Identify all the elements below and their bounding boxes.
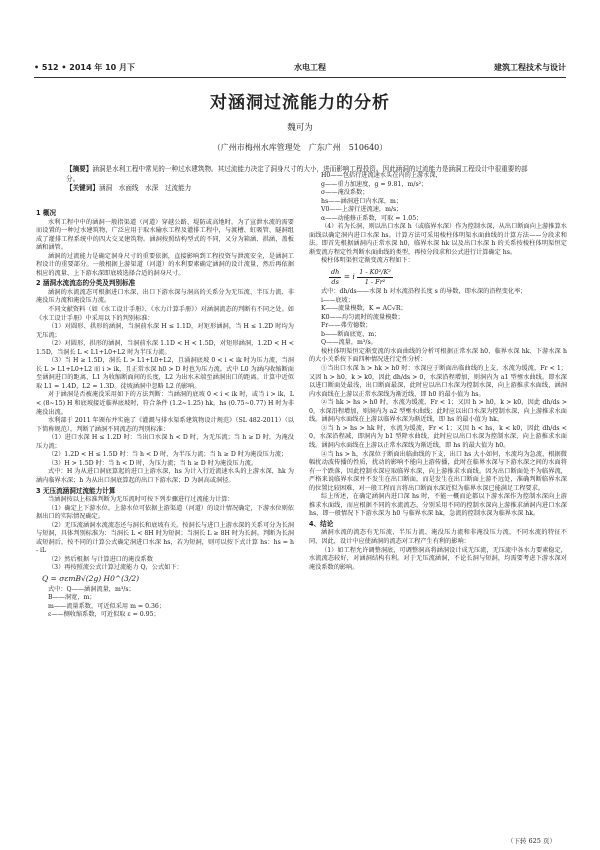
paragraph: ④当 hs > h，水深位于断面出临曲线的下支，出口 hs 大小如何，水流均为急流，根据微幅扰动波传播的性质，扰动的影响不能向上游传播，此时在临界水深与下游水深之间的水面将有一个跌落，因此控制水深应取临界水深，向上游推求水面线。因为出口断面处不为临界流，严格来说临界水深并不发生在出口断面，而是发生在出口断面上游不远处，准确判断临界水深的位置比较困难，对一般工程而言将出口断面水深近似为临界水深已能满足工程要求。 xyxy=(309,450,567,492)
paragraph: V0——上游行进流速，m/s； xyxy=(321,206,403,214)
paragraph: ε——侧收缩系数，可近似取 ε = 0.95； xyxy=(48,611,160,619)
paragraph: 棱柱体明渠恒定渐变流方程如下： xyxy=(321,257,414,265)
paragraph: 水利部于 2011 年颁布并实施了《灌溉与排水渠系建筑物设计规范》（SL 482-2011）（以下简称规范），判断了涵洞不同流态的判别标准： xyxy=(36,417,294,433)
paragraph: （4）若为长洞，则以出口水深 h（或临界水深）作为控制水深，从出口断面向上游推算水面线以确定洞内进口水深 hs。计算方法可采用棱柱体明渠水面曲线的计算方法——分段求和法。即首先根据涵洞内正常水深 h0，临界水深 hk 以及出口水深 h 的关系按棱柱体明渠恒定渐变流方程定性判断水面曲线的类型，再按分段求和公式进行计算确定 hs。 xyxy=(309,223,567,256)
derivative-denominator: ds xyxy=(331,277,339,286)
paragraph: （1）进口水深 H ≤ 1.2D 时：当出口水深 h < D 时，为无压流；当 h ≥ D 时，为淹没压力流； xyxy=(36,434,294,450)
paragraph: 当涵洞按以上标准判断为无压流时可按下列步骤进行过流能力计算： xyxy=(48,496,234,504)
discharge-formula: Q = σεmB√(2g) H0^(3/2) xyxy=(42,573,140,583)
paragraph: b——断面底宽，m； xyxy=(321,330,381,338)
paragraph: （2）无压流涵洞水流流态还与洞长和底坡有关。按洞长与进口上游水深的关系可分为长洞与短洞，具体判别标准为：当洞长 L < 8H 时为短洞；当洞长 L ≥ 8H 时为长洞。判断为长洞或短洞后，按不同的计算公式确定洞进口水深 hs，若为短洞，则可以按下式计算 hs：hs = h - iL xyxy=(36,521,294,555)
paragraph: ①当出口水深 h > hk > h0 时：水深应于断面出临曲线的上支，水流为缓流，Fr < 1；又因 h > h0，k > k0，因此 dh/ds > 0，水深沿程增加，则洞内为 a1 型壅水曲线。即水深以进口断面处最浅，出口断面最深，此时应以出口水深为控制水深，向上游推求水面线，涵洞内水面线在上游以正常水深线为渐近线，即 h0 的最小值为 hs。 xyxy=(309,365,567,398)
section-heading: 2 涵洞水流流态的分类及判别标准 xyxy=(36,279,136,288)
keywords: 涵洞 水面线 水深 过流能力 xyxy=(98,184,192,193)
paragraph: K——流量模数，K = AC√R； xyxy=(321,305,407,313)
paragraph: α——动能修正系数，可取 = 1.05； xyxy=(321,214,423,222)
section-heading: 4、结论 xyxy=(309,519,334,528)
paragraph: （3）H > 1.5D 时：当 h < D 时，为压力流；当 h ≥ D 时为淹没压力流。 xyxy=(48,459,258,467)
paragraph: ③当 h > hs > hk 时，水流为缓流，Fr < 1；又因 h < hs，k < k0，因此 dh/ds < 0，水深沿程减，即洞内为 b1 型降水曲线，此时应以出口水深为控制水深，向上游推求水面线。涵洞内水面线在上游以正常水深线为渐近线，即 hs 的最大值为 h0。 xyxy=(309,424,567,449)
paragraph: （3）再按照流公式计算过流能力 Q，公式如下： xyxy=(48,564,183,572)
page-header xyxy=(34,62,566,76)
paragraph: H0——包括行进流速水头在内的上游水深， xyxy=(321,172,442,179)
paragraph: 对于涵洞是否被淹没采用如下的方法判断：当涵洞的底坡 0 < i < ik 时，或当 i > ik，L < (8~15) H 和底坡接近临界底坡时，符合条件 (1.2~1.25) hk，hs (0.75~0.77) H 时为非淹没出流。 xyxy=(36,391,294,416)
article-title: 对涵洞过流能力的分析 xyxy=(210,93,390,113)
paragraph: （2）然后根据 与计算进口的淹没系数 xyxy=(48,555,153,563)
paragraph: K0——均匀流时的流量模数； xyxy=(321,313,404,321)
abstract-label: 【摘要】 xyxy=(66,165,93,173)
derivative-numerator: dh xyxy=(331,268,340,277)
paragraph: Fr——弗劳德数； xyxy=(321,322,372,330)
paragraph: 涵洞的过流能力是确定洞身尺寸的重要依据，直接影响到工程投资与泄流安全，是涵洞工程设计的重要部分。一般根据上游渠道（河道）的水利要素确定涵洞的设计流量，然后再依据相应的流量、上下游水深即底坡选择合适的洞身尺寸。 xyxy=(36,252,294,277)
section-heading: 1 概况 xyxy=(36,209,57,217)
affiliation: （广州市梅州水库管理处 广东广州 510640） xyxy=(212,143,388,152)
paragraph: 涵洞水流的流态有无压流、半压力流、淹没压力流和非淹没压力流，不同水流的特征不同，因此，设计中应使涵洞的流态对工程产生有利的影响： xyxy=(309,529,567,545)
paragraph: 涵洞的水流流态可根据进口水深、出口下游水深与洞高的关系分为无压流、半压力流、非淹没压力流和淹没压力流。 xyxy=(36,288,294,305)
paragraph: hs——涵洞进口内水深，m； xyxy=(321,197,403,205)
paragraph: Q——流量，m³/s。 xyxy=(321,339,377,347)
keywords-label: 【关键词】 xyxy=(66,184,99,193)
section-name: 水电工程 xyxy=(294,63,326,72)
paragraph: B——洞宽，m； xyxy=(48,594,96,602)
paragraph: 不同文献资料（如《水工设计手册》、《水力计算手册》）对涵洞流态的判断有不同之处。如《水工设计手册》中采用以下的判别标准： xyxy=(36,306,294,322)
continued-note: （下转 625 页） xyxy=(506,837,556,845)
paragraph: 水利工程中中的涵洞一般指渠道（河道）穿越公路、堤防或高地时，为了宣泄水流的需要而设置的一种过水建筑物，广泛应用于取水输水工程及灌排工程中，与渡槽、虹吸管、隧洞组成了灌排工程系统中的四大交叉建筑物。涵洞按照结构型式的不同，又分为箱涵、拱涵、盖板涵和涵管。 xyxy=(36,218,294,252)
paragraph: i——底坡； xyxy=(321,296,354,304)
page-number: • 512 • 2014 年 10 月下 xyxy=(34,63,136,72)
header-rule xyxy=(34,77,566,78)
abstract-text: 涵洞是水利工程中常见的一种过水建筑物。其过流能力决定了洞身尺寸的大小，进而影响工程投资。因此涵洞的过流能力是涵洞工程设计中很重要的部分。 xyxy=(66,165,528,183)
paragraph: g——重力加速度，g = 9.81，m/s²； xyxy=(321,180,428,188)
paragraph: （2）对圆形、拱形的涵洞，当洞前水深 1.1D < H < 1.5D，对矩形涵洞，1.2D < H < 1.5D，当洞长 L < L1+L0+L2 时为半压力流。 xyxy=(36,340,294,356)
paragraph: 式中：dh/ds——水深 h 对水流沿程长度 s 的导数，即水深的沿程变化率； xyxy=(321,288,527,296)
journal-name: 建筑工程技术与设计 xyxy=(494,63,566,72)
rhs-denominator: 1 - Fr² xyxy=(364,277,386,286)
paragraph: （2）1.2D < H ≤ 1.5D 时：当 h < D 时，为半压力流；当 h ≥ D 时为淹没压力流； xyxy=(48,451,288,459)
paragraph: （1）对圆形、拱形的涵洞，当洞前水深 H ≤ 1.1D，对矩形涵洞，当 H ≤ 1.2D 时均为无压流； xyxy=(36,323,294,339)
paragraph: 棱柱体明渠恒定渐变流的水面曲线的分析可根据正常水深 h0、临界水深 hk、下游水深 h 的大小关系按下面四种情况进行定性分析： xyxy=(309,347,567,364)
gvf-equation: $\frac{dh}{ds}$ = i $\frac{\text{1 - K0²/K²}}{\text{1 - Fr²}}$ xyxy=(331,268,391,286)
derivative-fraction xyxy=(329,268,341,286)
paragraph: σ——淹没系数； xyxy=(321,189,369,197)
paragraph: m——流量系数，可近似采用 m = 0.36； xyxy=(48,602,166,610)
left-column xyxy=(36,208,294,620)
rhs-fraction xyxy=(357,268,393,286)
paragraph: 综上所述，在确定涵洞内进口深 hs 时，不能一概而论都以下游水深作为控制水深向上游推求水面线，而应根据不同的水流流态，分别采用不同的控制水深向上游推求涵洞内进口水深 hs，即一般情况下下游水深为 h0 与临界水深 hk，急流的控制水深为临界水深 hk。 xyxy=(309,493,567,518)
section-heading: 3 无压流涵洞过流能力计算 xyxy=(36,486,116,495)
right-column xyxy=(309,172,567,572)
paragraph: （1）确定上下游水位。上游水位可依据上游渠道（河道）的设计情况确定，下游水位则依据出口的实际情况确定。 xyxy=(36,504,294,521)
paragraph: 式中：H 为从进口洞底算起的进口上游水深，hs 为计入行近流速水头的上游水深，hk 为涵内临界水深；h 为从出口洞底算起的出口下游水深；D 为洞高或洞径。 xyxy=(36,468,294,484)
author: 魏可为 xyxy=(287,123,313,133)
paragraph: （3）当 H ≥ 1.5D，洞长 L > L1+L0+L2，且涌洞底坡 0 < i < ik 时为压力流，当洞长 L > L1+L0+L2 而 i > ik，且正常水深 h0 > D 时也为压力流。式中 L0 为涵内收缩断面至涵洞进口的距离，L1 为收缩断面间的长度，L2 为出水末端至涵洞出口的距离。计算中近似取 L1 = 1.4D，L2 = 1.3D。徒坡涵洞中忽略 L2 的影响。 xyxy=(36,357,294,390)
rhs-numerator: 1 - K0²/K² xyxy=(359,268,391,277)
paragraph: 式中：Q——涵洞流量，m³/s； xyxy=(48,585,135,593)
paragraph: （1）如工程允许调整洞底，可调整洞高将涵洞设计成无压流，无压流中各水力要素稳定，水流流态较好，对涵洞结构有利。对于无压流涵洞，不论长洞与短洞，均需要考虑下游水深对淹没系数的影响。 xyxy=(309,546,567,571)
paragraph: ②当 hk > hs > h0 时，水流为缓流，Fr < 1；又因 h > h0，k > k0，因此 dh/ds > 0，水深沿程增加，则洞内为 a2 型壅水曲线；此时应以出口水深为控制水深，向上游推求水面线。涵洞内水面线在上游以临界水深为渐近线，即 hs 的最小值为 hk。 xyxy=(309,399,567,424)
